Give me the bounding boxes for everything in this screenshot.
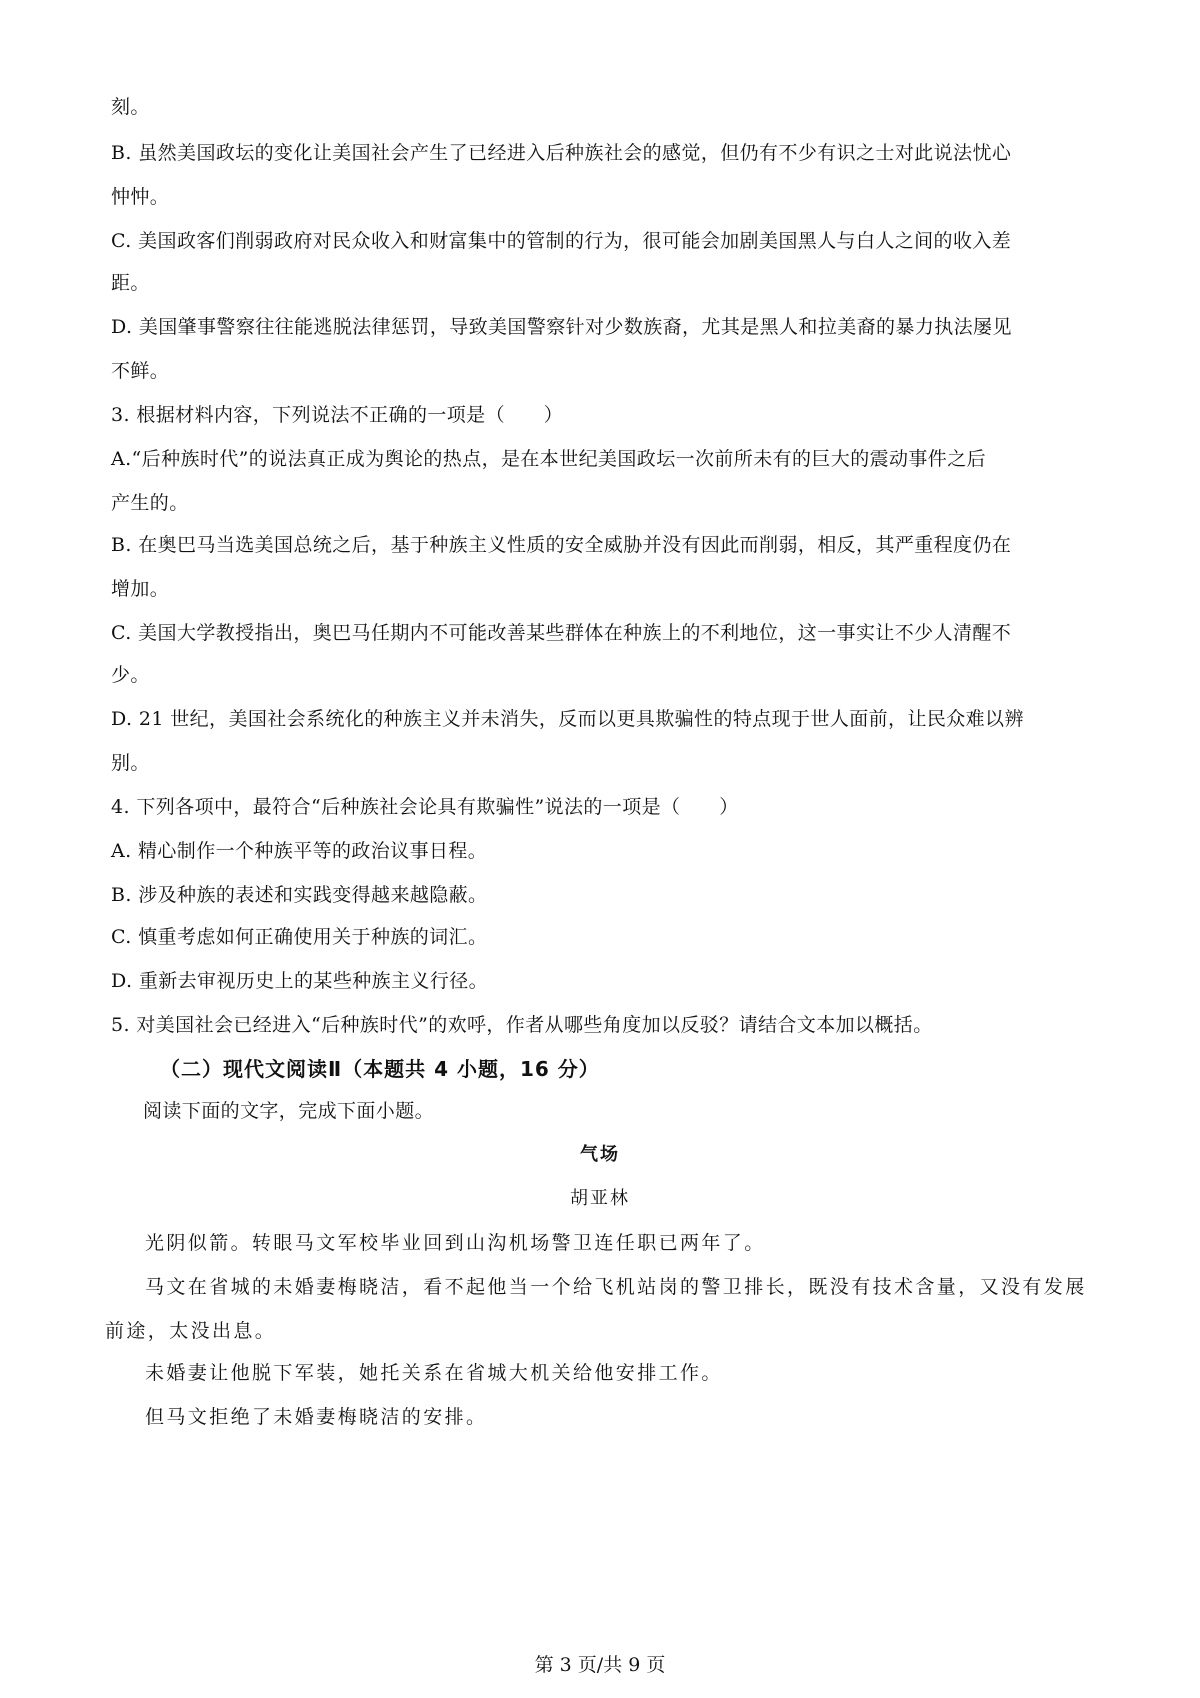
- q3-option-a-line1: A.“后种族时代”的说法真正成为舆论的热点，是在本世纪美国政坛一次前所未有的巨大的震动事件之后: [111, 448, 986, 470]
- q4-option-c: C. 慎重考虑如何正确使用关于种族的词汇。: [111, 926, 488, 948]
- q3-option-c-line1: C. 美国大学教授指出，奥巴马任期内不可能改善某些群体在种族上的不利地位，这一事实让不少人清醒不: [111, 622, 1012, 644]
- q2-option-a-tail: 刻。: [111, 96, 150, 118]
- story-title: 气场: [580, 1144, 620, 1165]
- story-author: 胡亚林: [570, 1188, 630, 1209]
- q3-option-d-line1: D. 21 世纪，美国社会系统化的种族主义并未消失，反而以更具欺骗性的特点现于世人面前，让民众难以辨: [111, 708, 1024, 730]
- q3-option-b-line1: B. 在奥巴马当选美国总统之后，基于种族主义性质的安全威胁并没有因此而削弱，相反，其严重程度仍在: [111, 534, 1012, 556]
- q2-option-c-line1: C. 美国政客们削弱政府对民众收入和财富集中的管制的行为，很可能会加剧美国黑人与白人之间的收入差: [111, 230, 1012, 252]
- q4-option-b: B. 涉及种族的表述和实践变得越来越隐蔽。: [111, 884, 488, 906]
- q3-option-d-line2: 别。: [111, 752, 150, 774]
- q3-stem: 3. 根据材料内容，下列说法不正确的一项是（ ）: [111, 404, 564, 426]
- page-number-footer: 第 3 页/共 9 页: [534, 1654, 666, 1676]
- q2-option-c-line2: 距。: [111, 272, 150, 294]
- q2-option-b-line1: B. 虽然美国政坛的变化让美国社会产生了已经进入后种族社会的感觉，但仍有不少有识之士对此说法忧心: [111, 142, 1012, 164]
- story-paragraph-2-line2: 前途，太没出息。: [105, 1320, 277, 1342]
- q2-option-d-line1: D. 美国肇事警察往往能逃脱法律惩罚，导致美国警察针对少数族裔，尤其是黑人和拉美裔的暴力执法屡见: [111, 316, 1012, 338]
- q5-stem: 5. 对美国社会已经进入“后种族时代”的欢呼，作者从哪些角度加以反驳？请结合文本加以概括。: [111, 1014, 933, 1036]
- reading-instruction: 阅读下面的文字，完成下面小题。: [143, 1100, 435, 1122]
- story-paragraph-1: 光阴似箭。转眼马文军校毕业回到山沟机场警卫连任职已两年了。: [145, 1232, 766, 1254]
- story-paragraph-4: 但马文拒绝了未婚妻梅晓洁的安排。: [145, 1406, 488, 1428]
- q4-option-a: A. 精心制作一个种族平等的政治议事日程。: [111, 840, 488, 862]
- story-paragraph-2-line1: 马文在省城的未婚妻梅晓洁，看不起他当一个给飞机站岗的警卫排长，既没有技术含量，又没有发展: [145, 1276, 1087, 1298]
- section-heading: （二）现代文阅读Ⅱ（本题共 4 小题，16 分）: [160, 1057, 600, 1081]
- story-paragraph-3: 未婚妻让他脱下军装，她托关系在省城大机关给他安排工作。: [145, 1362, 723, 1384]
- q3-option-b-line2: 增加。: [111, 578, 170, 600]
- q4-option-d: D. 重新去审视历史上的某些种族主义行径。: [111, 970, 489, 992]
- q3-option-a-line2: 产生的。: [111, 492, 189, 514]
- q4-stem: 4. 下列各项中，最符合“后种族社会论具有欺骗性”说法的一项是（ ）: [111, 796, 739, 818]
- q3-option-c-line2: 少。: [111, 664, 150, 686]
- q2-option-d-line2: 不鲜。: [111, 360, 170, 382]
- q2-option-b-line2: 忡忡。: [111, 186, 170, 208]
